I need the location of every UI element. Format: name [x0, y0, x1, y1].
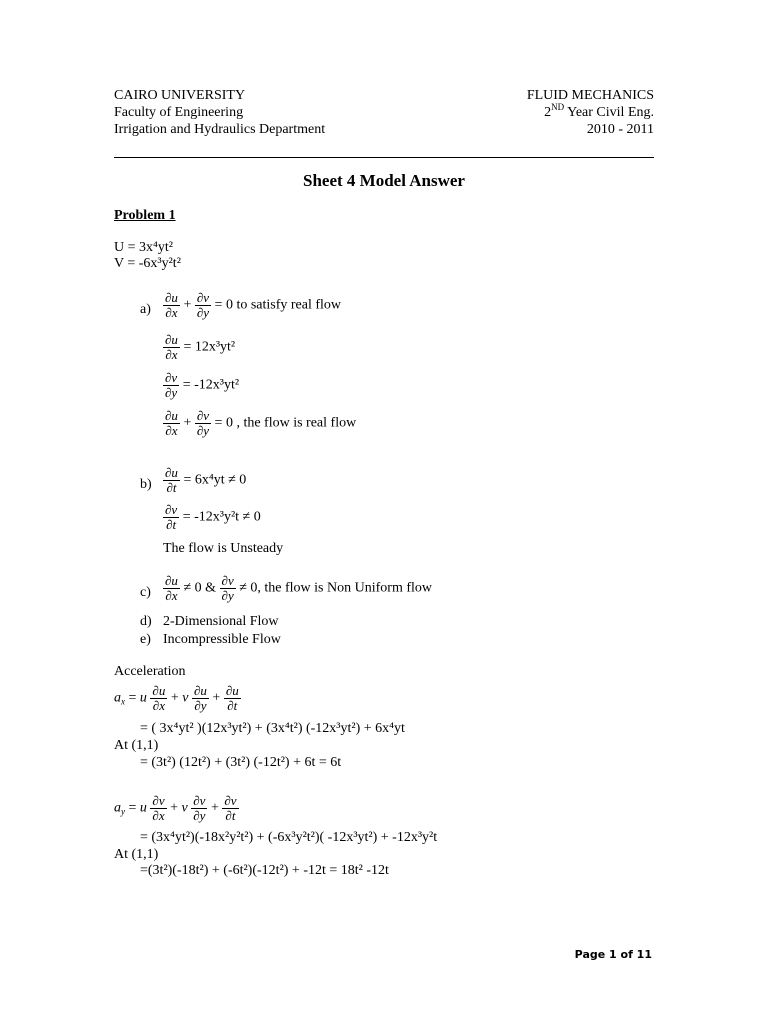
ax-definition: $a_x = u$ $\frac{\partial u}{\partial x}$ + v $\frac{\partial u}{\partial y}$ + $\frac{\partial u}{\partial t}$ [114, 683, 239, 713]
problem-label: Problem 1 [114, 208, 176, 223]
velocity-v: V = -6x³y²t² [114, 256, 181, 271]
department-name: Irrigation and Hydraulics Department [114, 122, 326, 137]
ax-result: = (3t²) (12t²) + (3t²) (-12t²) + 6t = 6t [140, 755, 342, 770]
ax-expansion: = ( 3x⁴yt² )(12x³yt²) + (3x⁴t²) (-12x³yt²) + 6x⁴yt [140, 721, 405, 736]
unsteady-statement: The flow is Unsteady [163, 541, 284, 556]
velocity-u: U = 3x⁴yt² [114, 240, 173, 255]
faculty-name: Faculty of Engineering [114, 105, 244, 120]
part-e-label: e) [140, 632, 151, 647]
continuity-equation: $\frac{\partial u}{\partial x}$ + $\frac{\partial v}{\partial y}$ = 0 to satisfy real flow [165, 290, 342, 320]
ay-at-point: At (1,1) [114, 847, 159, 862]
year-label: 2ND Year Civil Eng. [544, 102, 654, 120]
dv-dy-equation: $\frac{\partial v}{\partial y}$ = -12x³yt² [165, 370, 240, 400]
university-name: CAIRO UNIVERSITY [114, 88, 246, 103]
du-dx-equation: $\frac{\partial u}{\partial x}$ = 12x³yt² [165, 332, 236, 362]
ay-definition: $a_y = u$ $\frac{\partial v}{\partial x}$ + v $\frac{\partial v}{\partial y}$ + $\frac{\partial v}{\partial t}$ [114, 793, 237, 823]
academic-session: 2010 - 2011 [586, 122, 654, 137]
part-b-label: b) [140, 477, 152, 492]
header-divider [114, 157, 654, 158]
acceleration-heading: Acceleration [114, 664, 186, 679]
ax-at-point: At (1,1) [114, 738, 159, 753]
part-c-label: c) [140, 585, 151, 600]
dv-dt-equation: $\frac{\partial v}{\partial t}$ = -12x³y²t ≠ 0 [165, 502, 261, 532]
part-e-text: Incompressible Flow [163, 632, 281, 647]
ay-expansion: = (3x⁴yt²)(-18x²y²t²) + (-6x³y²t²)( -12x³yt²) + -12x³y²t [140, 830, 438, 845]
part-d-label: d) [140, 614, 152, 629]
uniformity-statement: $\frac{\partial u}{\partial x}$ ≠ 0 & $\frac{\partial v}{\partial y}$ ≠ 0, the flow is Non Uniform flow [165, 573, 432, 603]
continuity-result: $\frac{\partial u}{\partial x}$ + $\frac{\partial v}{\partial y}$ = 0 , the flow is real flow [165, 408, 357, 438]
course-name: FLUID MECHANICS [526, 88, 654, 103]
part-d-text: 2-Dimensional Flow [163, 614, 279, 629]
page-title: Sheet 4 Model Answer [303, 171, 465, 190]
page-number: Page 1 of 11 [574, 948, 652, 961]
part-a-label: a) [140, 302, 151, 317]
du-dt-equation: $\frac{\partial u}{\partial t}$ = 6x⁴yt ≠ 0 [165, 465, 247, 495]
ay-result: =(3t²)(-18t²) + (-6t²)(-12t²) + -12t = 18t² -12t [140, 863, 389, 878]
